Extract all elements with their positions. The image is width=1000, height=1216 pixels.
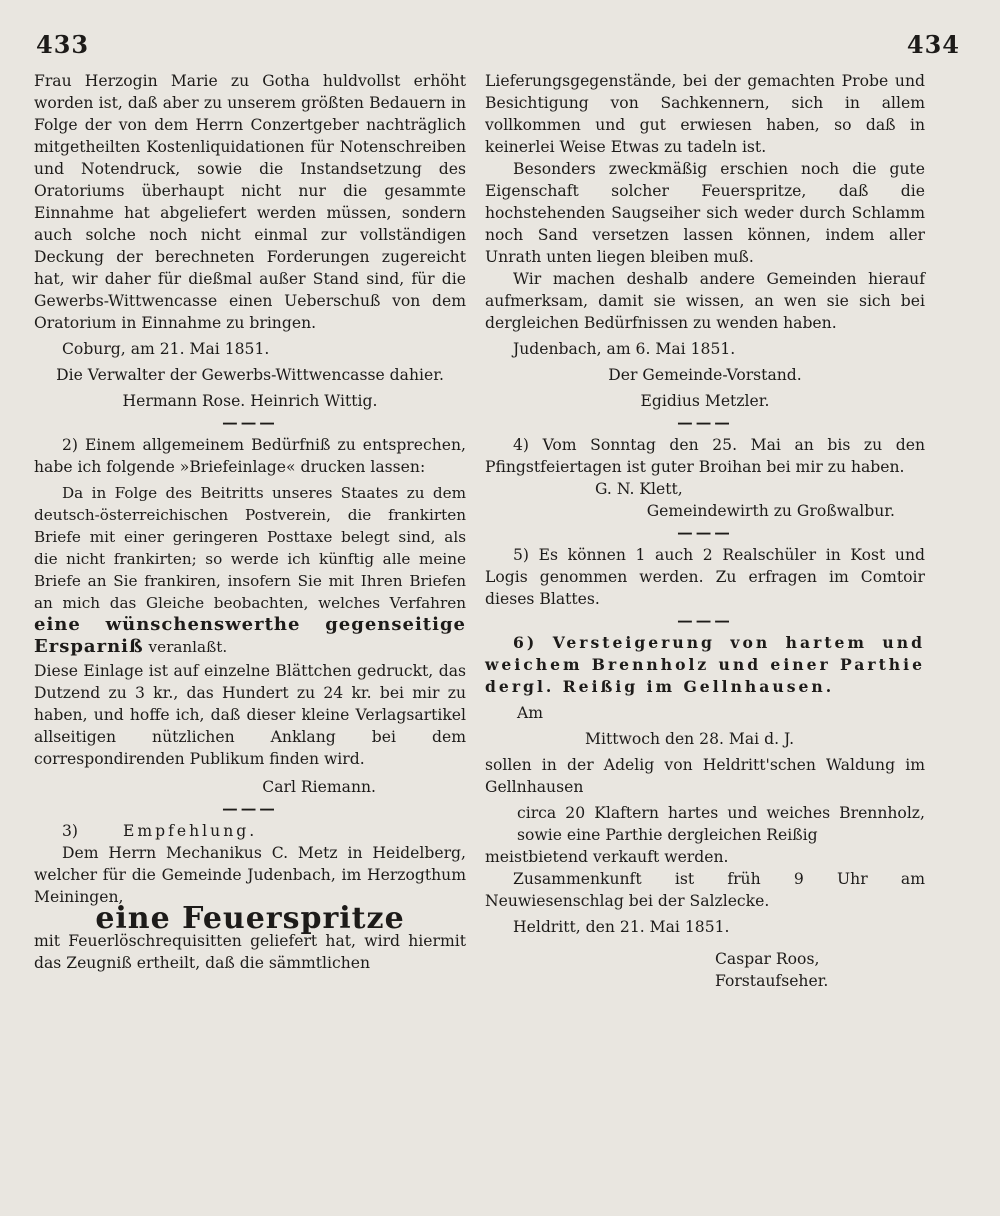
notice3-body1: Dem Herrn Mechanikus C. Metz in Heidelberg, welcher für die Gemeinde Judenbach, im Herzogthum Meiningen, xyxy=(34,844,466,906)
notice2-quote-end: veranlaßt. xyxy=(148,638,228,656)
notice3-title: Empfehlung. xyxy=(122,822,258,840)
notice3-cont3: Wir machen deshalb andere Gemeinden hierauf aufmerksam, damit sie wissen, an wen sie sich bei dergleichen Bedürfnissen zu wenden haben. xyxy=(485,270,925,332)
notice1-body: Frau Herzogin Marie zu Gotha huldvollst erhöht worden ist, daß aber zu unserem größten Bedauern in Folge der von dem Herrn Conzertgeber nachträglich mitgetheilten Kostenliquidationen für Notenschreiben und Notendruck, sowie die Instandsetzung des Oratoriums überhaupt nicht nur die gesammte Einnahme hat abgeliefert werden müssen, sondern auch solche noch nicht einmal zur vollständigen Deckung der berechneten Forderungen zugereicht hat, wir daher für dießmal außer Stand sind, für die Gewerbs-Wittwencasse einen Ueberschuß von dem Oratorium in Einnahme zu bringen. xyxy=(34,72,466,332)
notice4-signer-title: Gemeindewirth zu Großwalbur. xyxy=(646,502,895,520)
notice6-am: Am xyxy=(517,704,544,722)
notice3-cont: Lieferungsgegenstände, bei der gemachten Probe und Besichtigung von Sachkennern, sich in allem vollkommen und gut erwiesen haben, so daß in keinerlei Weise Etwas zu tadeln ist. xyxy=(485,72,925,156)
notice3-date: Judenbach, am 6. Mai 1851. xyxy=(513,340,736,358)
notice3-number: 3) xyxy=(62,822,79,840)
notice1-signers: Hermann Rose. Heinrich Wittig. xyxy=(122,392,378,410)
notice4-signer: G. N. Klett, xyxy=(595,480,683,498)
separator: ——— xyxy=(677,523,733,542)
notice6-date: Mittwoch den 28. Mai d. J. xyxy=(585,730,795,748)
notice6-body1: sollen in der Adelig von Heldritt'schen Waldung im Gellnhausen xyxy=(485,756,925,796)
separator: ——— xyxy=(222,413,278,432)
notice6-title: 6) Versteigerung von hartem und weichem Brennholz und einer Parthie dergl. Reißig im Gellnhausen. xyxy=(485,633,925,696)
notice2-body: Diese Einlage ist auf einzelne Blättchen gedruckt, das Dutzend zu 3 kr., das Hundert zu 24 kr. bei mir zu haben, und hoffe ich, daß dieser kleine Verlagsartikel allseitigen nützlichen Anklang bei dem correspondirenden Publikum finden wird. xyxy=(34,662,466,768)
notice6-signer: Caspar Roos, xyxy=(715,950,820,968)
separator: ——— xyxy=(222,799,278,818)
page-number-right: 434 xyxy=(906,30,960,59)
page-number-left: 433 xyxy=(36,30,90,59)
notice5-body: 5) Es können 1 auch 2 Realschüler in Kost und Logis genommen werden. Zu erfragen im Comtoir dieses Blattes. xyxy=(485,546,925,608)
notice6-signer-title: Forstaufseher. xyxy=(715,972,829,990)
notice6-place-date: Heldritt, den 21. Mai 1851. xyxy=(513,918,730,936)
notice3-signer: Egidius Metzler. xyxy=(640,392,770,410)
notice3-body2: mit Feuerlöschrequisitten geliefert hat, wird hiermit das Zeugniß ertheilt, daß die sämmtlichen xyxy=(34,932,466,972)
notice3-big: eine Feuerspritze xyxy=(95,901,405,936)
notice2-quote-text: Da in Folge des Beitritts unseres Staates zu dem deutsch-österreichischen Postverein, die frankirten Briefe mit einer geringeren Posttaxe belegt sind, als die nicht frankirten; so werde ich künftig alle meine Briefe an Sie frankiren, insofern Sie mit Ihren Briefen an mich das Gleiche beobachten, welches Verfahren xyxy=(34,484,466,612)
notice6-body4: Zusammenkunft ist früh 9 Uhr am Neuwiesenschlag bei der Salzlecke. xyxy=(485,870,925,910)
notice4-body: 4) Vom Sonntag den 25. Mai an bis zu den Pfingstfeiertagen ist guter Broihan bei mir zu haben. xyxy=(485,436,925,476)
right-column xyxy=(485,70,925,992)
notice2-intro: 2) Einem allgemeinem Bedürfniß zu entsprechen, habe ich folgende »Briefeinlage« drucken lassen: xyxy=(34,436,466,476)
notice1-signer-title: Die Verwalter der Gewerbs-Wittwencasse dahier. xyxy=(56,366,444,384)
notice2-signer: Carl Riemann. xyxy=(262,778,376,796)
notice1-date: Coburg, am 21. Mai 1851. xyxy=(62,340,270,358)
notice6-body3: meistbietend verkauft werden. xyxy=(485,848,729,866)
notice2-quote xyxy=(34,482,466,658)
separator: ——— xyxy=(677,413,733,432)
separator: ——— xyxy=(677,611,733,630)
notice6-body2: circa 20 Klaftern hartes und weiches Brennholz, sowie eine Parthie dergleichen Reißig xyxy=(517,804,925,844)
notice2-quote-emph: eine wünschenswerthe gegenseitige Ersparniß xyxy=(34,614,466,657)
notice3-heading xyxy=(34,820,466,842)
notice3-signer-title: Der Gemeinde-Vorstand. xyxy=(608,366,802,384)
left-column xyxy=(34,70,466,974)
notice3-cont2: Besonders zweckmäßig erschien noch die gute Eigenschaft solcher Feuerspritze, daß die hochstehenden Saugseiher sich weder durch Schlamm noch Sand versetzen lassen können, indem aller Unrath unten liegen bleiben muß. xyxy=(485,160,925,266)
